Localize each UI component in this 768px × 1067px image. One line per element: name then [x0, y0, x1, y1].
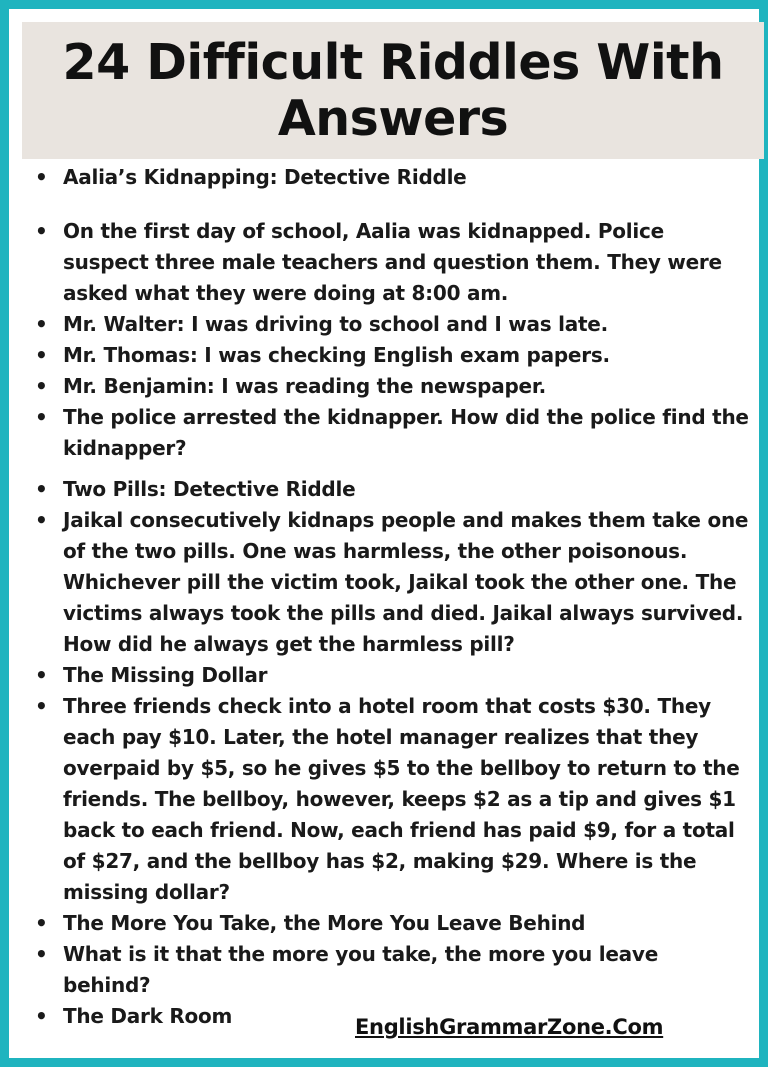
list-item-text: Mr. Walter: I was driving to school and I was late.: [63, 312, 608, 336]
bullet-icon: •: [35, 942, 48, 966]
bullet-icon: •: [35, 312, 48, 336]
list-item-text: Aalia’s Kidnapping: Detective Riddle: [63, 165, 467, 189]
list-item: [0, 939, 768, 1001]
bullet-icon: •: [35, 508, 48, 532]
bullet-icon: •: [35, 343, 48, 367]
list-item: [0, 691, 768, 908]
list-item: [0, 371, 768, 402]
list-item-text: Jaikal consecutively kidnaps people and makes them take one of the two pills. One was harmless, the other poisonous. Whichever pill the victim took, Jaikal took the other one. The victims always took the pills and died. Jaikal always survived. How did he always get the harmless pill?: [63, 508, 749, 656]
list-item: [0, 505, 768, 660]
bullet-icon: •: [35, 477, 48, 501]
list-item: [0, 908, 768, 939]
list-item-text: On the first day of school, Aalia was kidnapped. Police suspect three male teachers and question them. They were asked what they were doing at 8:00 am.: [63, 219, 722, 305]
bullet-icon: •: [35, 219, 48, 243]
bullet-icon: •: [35, 694, 48, 718]
list-item-text: The police arrested the kidnapper. How did the police find the kidnapper?: [63, 405, 749, 460]
page-title: 24 Difficult Riddles With Answers: [62, 33, 724, 147]
title-banner: [22, 22, 764, 159]
bullet-icon: •: [35, 911, 48, 935]
list-item: [0, 309, 768, 340]
bullet-icon: •: [35, 374, 48, 398]
list-item-text: The Dark Room: [63, 1004, 233, 1028]
bullet-icon: •: [35, 405, 48, 429]
list-item: [0, 402, 768, 464]
list-item-text: What is it that the more you take, the more you leave behind?: [63, 942, 659, 997]
site-watermark[interactable]: EnglishGrammarZone.Com: [355, 1015, 664, 1039]
list-item: [0, 216, 768, 309]
bullet-icon: •: [35, 663, 48, 687]
list-item: [0, 162, 768, 193]
list-item: [0, 474, 768, 505]
bullet-icon: •: [35, 1004, 48, 1028]
list-item-text: Mr. Thomas: I was checking English exam papers.: [63, 343, 610, 367]
riddle-list: [0, 162, 768, 1032]
list-item-text: Two Pills: Detective Riddle: [63, 477, 356, 501]
list-item: [0, 660, 768, 691]
list-item-text: Mr. Benjamin: I was reading the newspaper.: [63, 374, 546, 398]
list-item-text: The Missing Dollar: [63, 663, 268, 687]
bullet-icon: •: [35, 165, 48, 189]
list-item: [0, 340, 768, 371]
list-item-text: The More You Take, the More You Leave Behind: [63, 911, 586, 935]
list-item-text: Three friends check into a hotel room that costs $30. They each pay $10. Later, the hotel manager realizes that they overpaid by $5, so he gives $5 to the bellboy to return to the friends. The bellboy, however, keeps $2 as a tip and gives $1 back to each friend. Now, each friend has paid $9, for a total of $27, and the bellboy has $2, making $29. Where is the missing dollar?: [63, 694, 740, 904]
